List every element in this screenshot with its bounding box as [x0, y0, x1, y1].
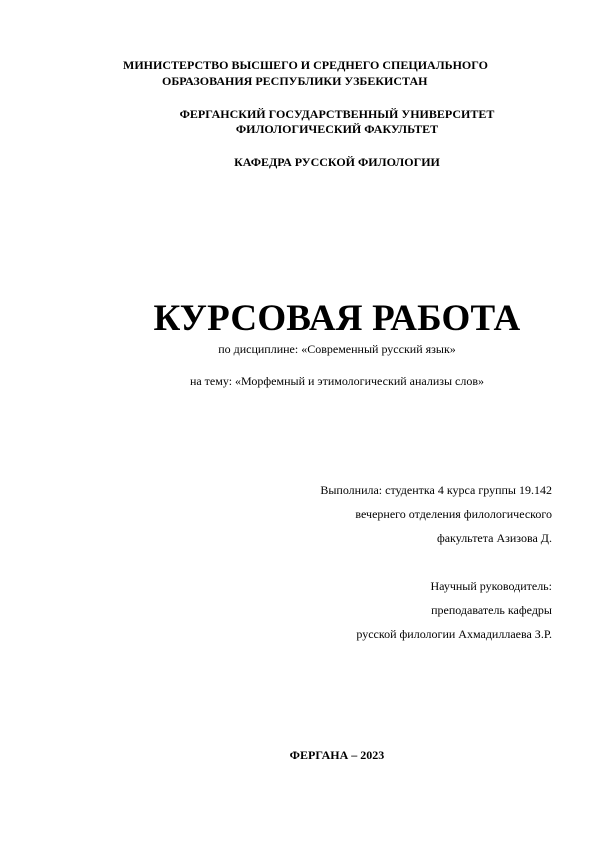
city-year-line: ФЕРГАНА – 2023 — [289, 748, 385, 762]
supervisor-line-1: Научный руководитель: — [430, 579, 552, 593]
discipline-line: по дисциплине: «Современный русский язык» — [218, 342, 456, 356]
ministry-line-1: МИНИСТЕРСТВО ВЫСШЕГО И СРЕДНЕГО СПЕЦИАЛЬНОГО — [123, 58, 488, 72]
topic-line: на тему: «Морфемный и этимологический анализы слов» — [189, 374, 485, 388]
department-line: КАФЕДРА РУССКОЙ ФИЛОЛОГИИ — [234, 155, 440, 169]
author-line-1: Выполнила: студентка 4 курса группы 19.142 — [320, 483, 552, 497]
supervisor-line-3: русской филологии Ахмадиллаева З.Р. — [356, 627, 552, 641]
faculty-line: ФИЛОЛОГИЧЕСКИЙ ФАКУЛЬТЕТ — [235, 122, 439, 136]
author-line-3: факультета Азизова Д. — [436, 531, 552, 545]
author-line-2: вечернего отделения филологического — [355, 507, 552, 521]
university-line-1: ФЕРГАНСКИЙ ГОСУДАРСТВЕННЫЙ УНИВЕРСИТЕТ — [179, 107, 495, 121]
supervisor-line-2: преподаватель кафедры — [431, 603, 552, 617]
document-title: КУРСОВАЯ РАБОТА — [153, 298, 521, 339]
ministry-line-2: ОБРАЗОВАНИЯ РЕСПУБЛИКИ УЗБЕКИСТАН — [162, 74, 428, 88]
